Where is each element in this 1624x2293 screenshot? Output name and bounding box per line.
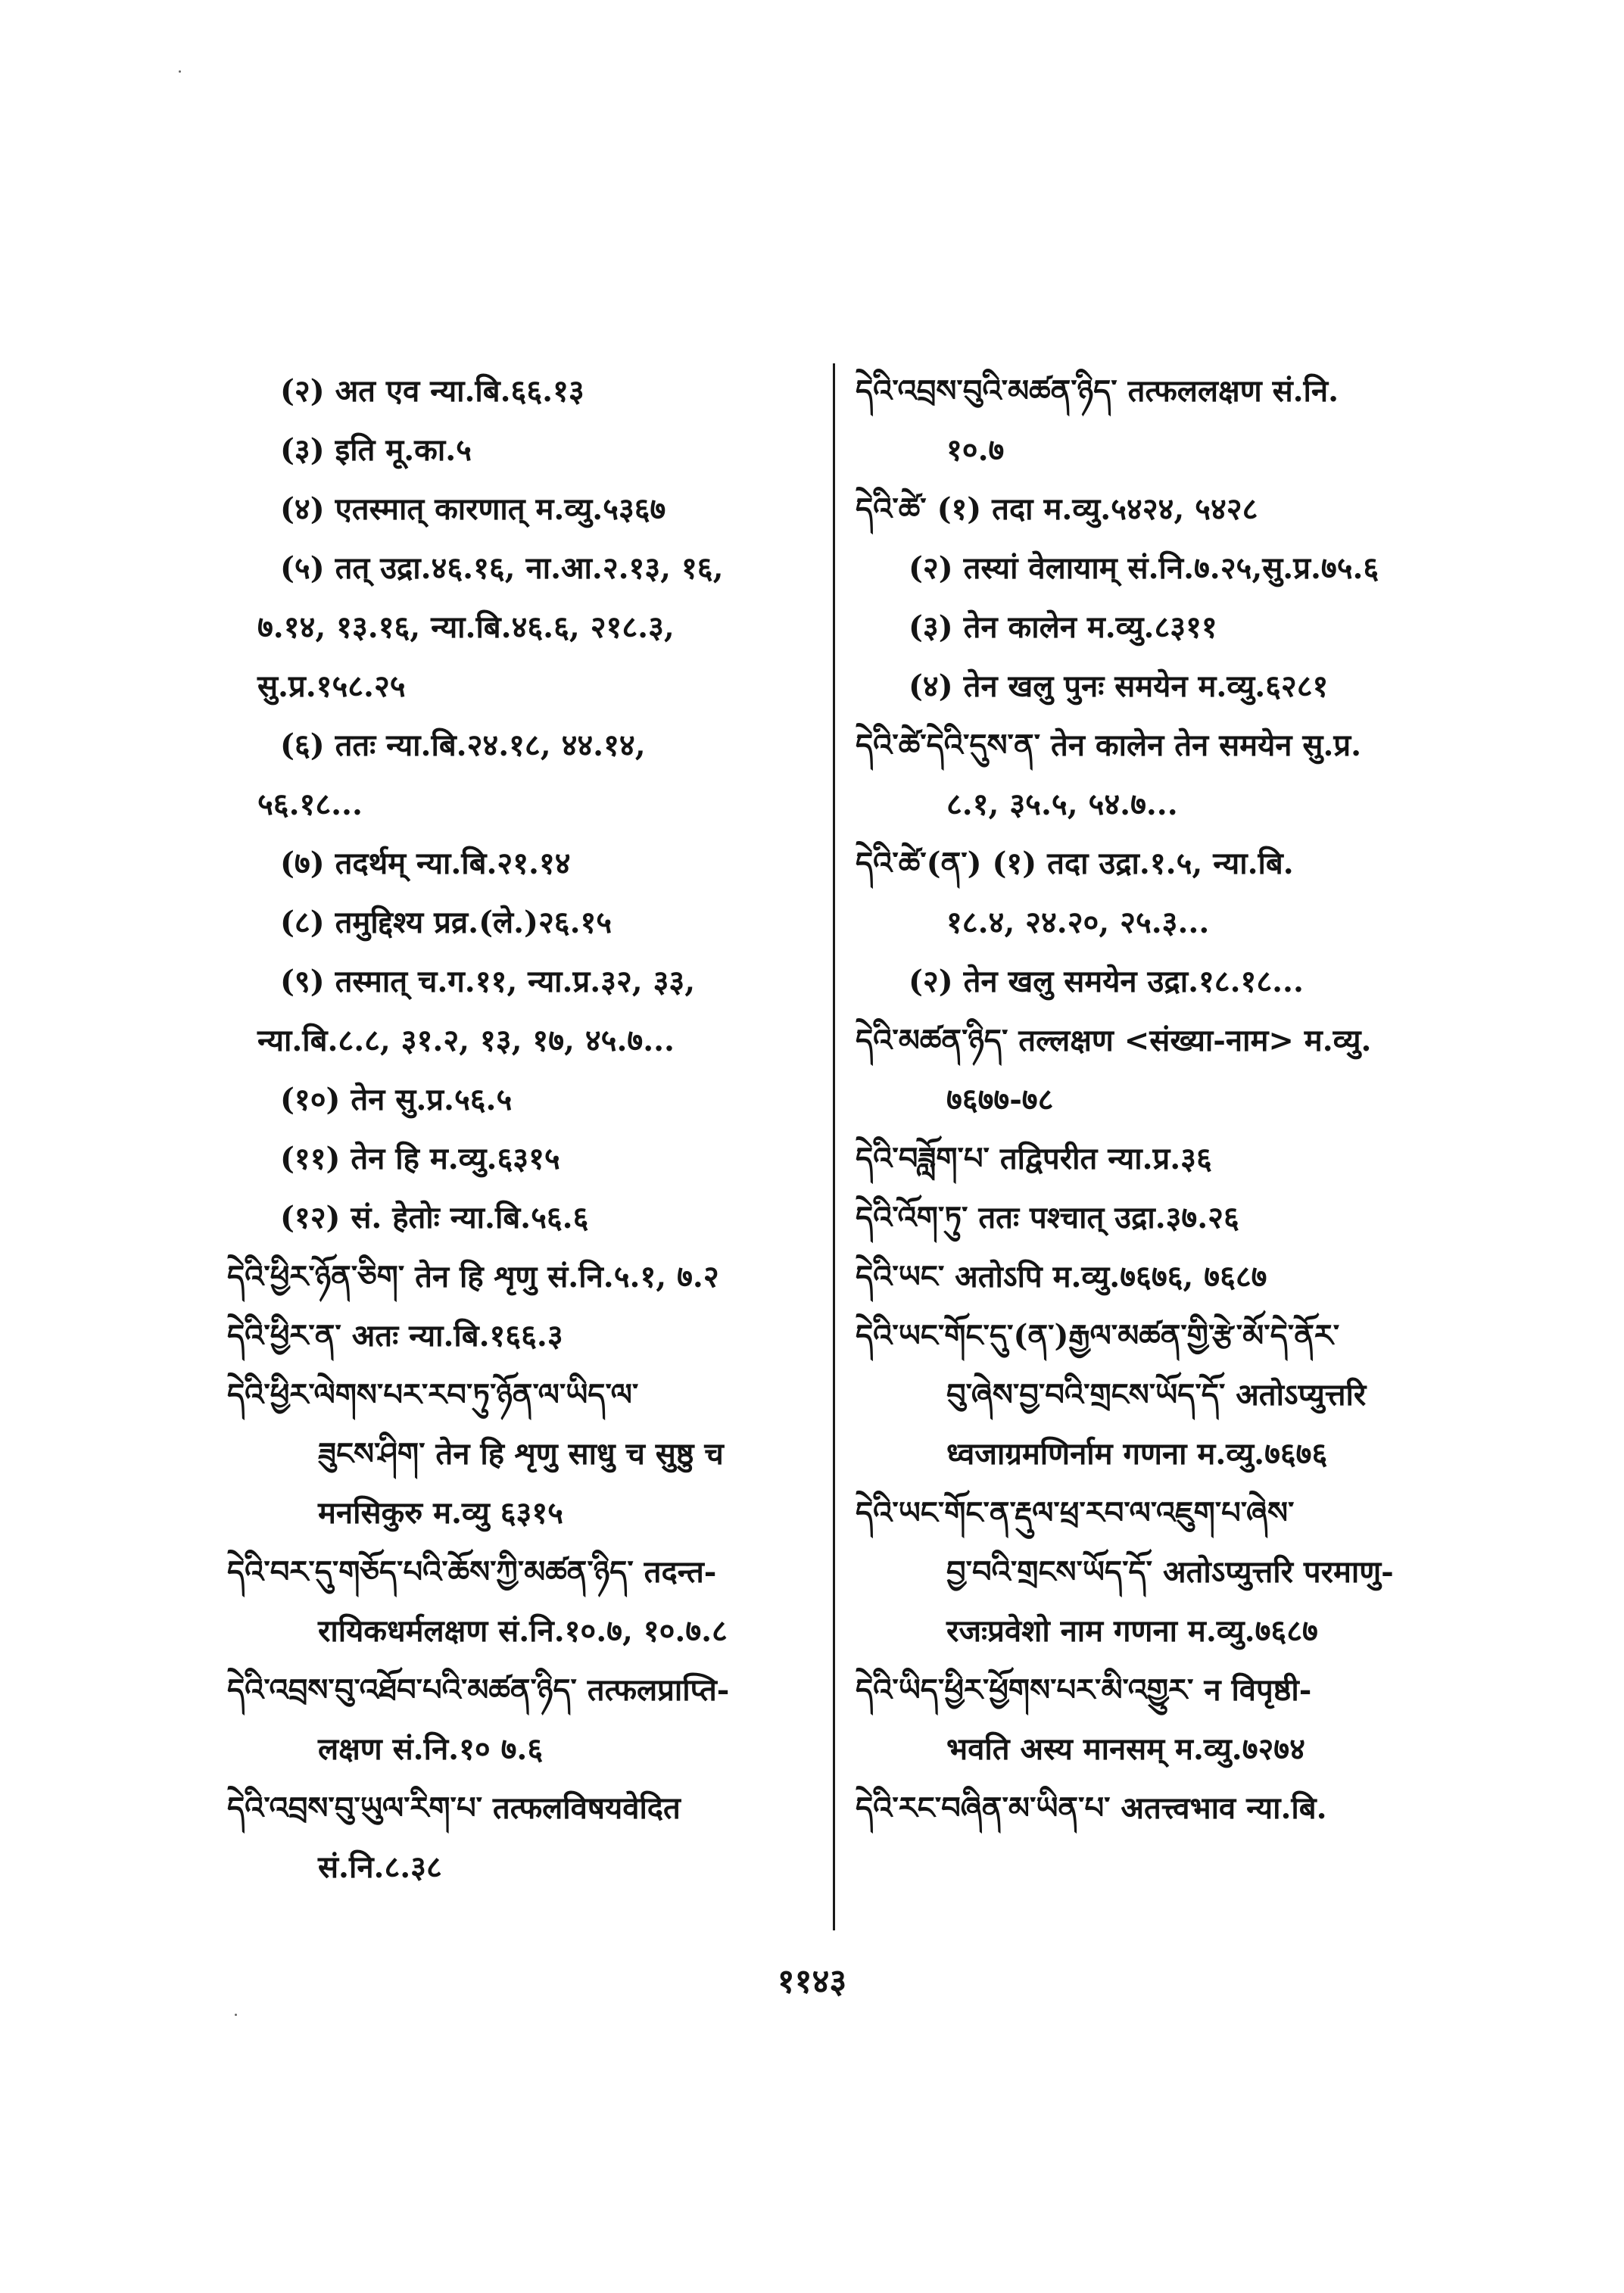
entry-line: (११) तेन हि म.व्यु.६३१५ bbox=[280, 1141, 560, 1176]
entry-line: དེའི་ཕྱིར་ཉོན་ཅིག་ तेन हि शृणु सं.नि.५.१, ७.२ bbox=[227, 1259, 719, 1294]
entry-line: १०.७ bbox=[946, 432, 1005, 468]
entry-line: དེའི་ཡང་གོང་ན་རྡུལ་ཕྲ་རབ་ལ་འཇུག་པ་ཞེས་ bbox=[856, 1495, 1295, 1531]
entry-line: (१०) तेन सु.प्र.५६.५ bbox=[280, 1082, 513, 1117]
entry-line: (५) तत् उद्रा.४६.१६, ना.आ.२.१३, १६, bbox=[280, 550, 724, 586]
entry-line: सु.प्र.१५८.२५ bbox=[257, 668, 406, 704]
page-number: ११४३ bbox=[777, 1962, 847, 2001]
entry-line: ७६७७-७८ bbox=[946, 1082, 1054, 1117]
entry-line: (६) ततः न्या.बि.२४.१८, ४४.१४, bbox=[280, 727, 646, 763]
entry-line: དེའི་འབྲས་བུ་འཐོབ་པའི་མཚན་ཉིད་ तत्फलप्राप्ति- bbox=[227, 1672, 730, 1708]
entry-line: དེའི་ཡང་གོང་དུ་(ན་)རྒྱལ་མཚན་གྱི་རྩེ་མོ་དེ་ནོར་ bbox=[856, 1318, 1340, 1354]
entry-line: भवति अस्य मानसम् म.व्यु.७२७४ bbox=[946, 1731, 1305, 1767]
entry-line: मनसिकुरु म.व्यु ६३१५ bbox=[318, 1495, 563, 1531]
scan-speck bbox=[179, 70, 181, 73]
entry-line: བུ་ཞེས་བྱ་བའི་གྲངས་ཡོད་དོ་ अतोऽप्युत्तरि bbox=[946, 1377, 1367, 1413]
entry-line: དེའི་བར་དུ་གཅོད་པའི་ཆོས་ཀྱི་མཚན་ཉིད་ तदन्त- bbox=[227, 1554, 717, 1590]
entry-line: रजःप्रवेशो नाम गणना म.व्यु.७६८७ bbox=[946, 1613, 1318, 1649]
entry-line: དེའི་ཚེ་(ན་) (१) तदा उद्रा.१.५, न्या.बि. bbox=[856, 846, 1294, 881]
entry-line: དེའི་འབྲས་བུ་ཡུལ་རིག་པ་ तत्फलविषयवेदित bbox=[227, 1790, 681, 1826]
entry-line: བྱ་བའི་གྲངས་ཡོད་དོ་ अतोऽप्युत्तरि परमाणु- bbox=[946, 1554, 1394, 1590]
entry-line: དེའི་ཡིད་ཕྱིར་ཕྱོགས་པར་མི་འགྱུར་ न विपृष्ठी- bbox=[856, 1672, 1312, 1708]
entry-line: लक्षण सं.नि.१० ७.६ bbox=[318, 1731, 544, 1767]
scan-speck bbox=[235, 2014, 237, 2016]
entry-line: ८.१, ३५.५, ५४.७... bbox=[946, 787, 1178, 822]
entry-line: དེའི་རང་བཞིན་མ་ཡིན་པ་ अतत्त्वभाव न्या.बि. bbox=[856, 1790, 1327, 1826]
entry-line: न्या.बि.८.८, ३१.२, १३, १७, ४५.७... bbox=[257, 1023, 675, 1058]
column-divider bbox=[833, 363, 835, 1930]
entry-line: དེའི་མཚན་ཉིད་ तल्लक्षण <संख्या-नाम> म.व्यु. bbox=[856, 1023, 1372, 1058]
entry-line: १८.४, २४.२०, २५.३... bbox=[946, 905, 1210, 940]
entry-line: (३) इति मू.का.५ bbox=[280, 432, 472, 468]
right-column bbox=[856, 362, 1454, 1838]
entry-line: དེའི་འབྲས་བུའི་མཚན་ཉིད་ तत्फललक्षण सं.नि. bbox=[856, 373, 1339, 409]
entry-line: (४) तेन खलु पुनः समयेन म.व्यु.६२८१ bbox=[909, 668, 1329, 704]
entry-line: ५६.१८... bbox=[257, 787, 363, 822]
entry-line: ७.१४, १३.१६, न्या.बि.४६.६, २१८.३, bbox=[257, 609, 675, 645]
entry-line: (३) तेन कालेन म.व्यु.८३११ bbox=[909, 609, 1217, 645]
entry-line: (२) तेन खलु समयेन उद्रा.१८.१८... bbox=[909, 964, 1304, 999]
entry-line: དེའི་འོག་ཏུ་ ततः पश्चात् उद्रा.३७.२६ bbox=[856, 1200, 1239, 1235]
entry-line: सं.नि.८.३८ bbox=[318, 1849, 442, 1885]
entry-line: དེའི་བཟློག་པ་ तद्विपरीत न्या.प्र.३६ bbox=[856, 1141, 1212, 1176]
left-column bbox=[227, 362, 810, 1897]
entry-line: (२) अत एव न्या.बि.६६.१३ bbox=[280, 373, 584, 409]
entry-line: रायिकधर्मलक्षण सं.नि.१०.७, १०.७.८ bbox=[318, 1613, 728, 1649]
entry-line: དེའི་ཚེ་ (१) तदा म.व्यु.५४२४, ५४२८ bbox=[856, 491, 1258, 527]
entry-line: (२) तस्यां वेलायाम् सं.नि.७.२५,सु.प्र.७५.६ bbox=[909, 550, 1379, 586]
entry-line: ध्वजाग्रमणिर्नाम गणना म.व्यु.७६७६ bbox=[946, 1436, 1328, 1472]
entry-line: ཟུངས་ཤིག་ तेन हि शृणु साधु च सुष्ठु च bbox=[318, 1436, 724, 1472]
entry-line: དེའི་ཕྱིར་ལེགས་པར་རབ་ཏུ་ཉོན་ལ་ཡིད་ལ་ bbox=[227, 1377, 639, 1413]
entry-line: (४) एतस्मात् कारणात् म.व्यु.५३६७ bbox=[280, 491, 666, 527]
entry-line: (७) तदर्थम् न्या.बि.२१.१४ bbox=[280, 846, 571, 881]
entry-line: དེའི་ཚེ་དེའི་དུས་ན་ तेन कालेन तेन समयेन सु.प्र. bbox=[856, 727, 1362, 763]
entry-line: དེའི་ཕྱིར་ན་ अतः न्या.बि.१६६.३ bbox=[227, 1318, 563, 1354]
entry-line: (१२) सं. हेतोः न्या.बि.५६.६ bbox=[280, 1200, 589, 1235]
entry-line: དེའི་ཡང་ अतोऽपि म.व्यु.७६७६, ७६८७ bbox=[856, 1259, 1267, 1294]
entry-line: (९) तस्मात् च.ग.११, न्या.प्र.३२, ३३, bbox=[280, 964, 696, 999]
entry-line: (८) तमुद्दिश्य प्रव्र.(ले.)२६.१५ bbox=[280, 905, 613, 940]
